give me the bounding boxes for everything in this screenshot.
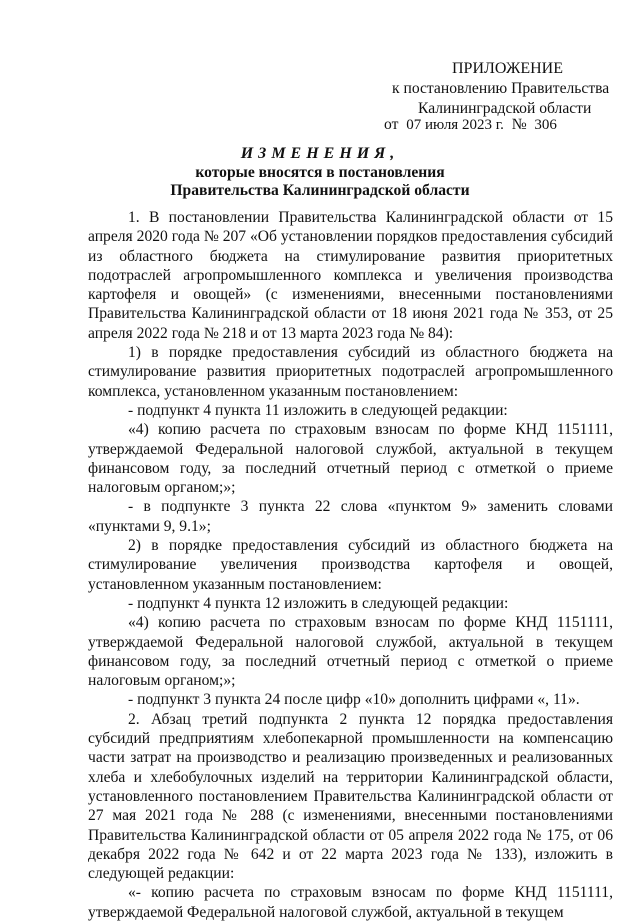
paragraph-1-1-a: - подпункт 4 пункта 11 изложить в следующей редакции:	[128, 401, 508, 419]
paragraph-1-2-a: - подпункт 4 пункта 12 изложить в следующей редакции:	[128, 594, 509, 612]
heading-subtitle-2: Правительства Калининградской области	[170, 182, 470, 199]
paragraph-1-2: 2) в порядке предоставления субсидий из областного бюджета на стимулирование увеличения производства картофеля и овощей, установленном указанным постановлением:	[88, 537, 613, 593]
paragraph-1-2-c: - подпункт 3 пункта 24 после цифр «10» дополнить цифрами «, 11».	[128, 691, 580, 709]
document-body	[88, 208, 613, 922]
appendix-number-label: №	[511, 116, 527, 133]
paragraph-1-1-b: «4) копию расчета по страховым взносам по форме КНД 1151111, утверждаемой Федеральной налоговой службой, актуальной в текущем финансовом году, за последний отчетный период с отметкой о приеме налоговым органом;»;	[88, 421, 613, 497]
heading-subtitle-1: которые вносятся в постановления	[195, 164, 445, 181]
appendix-line-resolution: к постановлению Правительства	[392, 80, 610, 97]
heading-title: ИЗМЕНЕНИЯ,	[240, 145, 400, 162]
appendix-line-region: Калининградской области	[418, 100, 592, 117]
paragraph-1-1: 1) в порядке предоставления субсидий из областного бюджета на стимулирование развития приоритетных подотраслей агропромышленного комплекса, установленном указанным постановлением:	[88, 344, 613, 400]
paragraph-1-2-b: «4) копию расчета по страховым взносам по форме КНД 1151111, утверждаемой Федеральной налоговой службой, актуальной в текущем финансовом году, за последний отчетный период с отметкой о приеме налоговым органом;»;	[88, 614, 613, 690]
document-heading	[0, 144, 640, 200]
appendix-number: 306	[534, 117, 557, 133]
appendix-date-line	[384, 116, 557, 134]
appendix-date-prefix: от	[384, 116, 399, 133]
paragraph-2-quote: «- копию расчета по страховым взносам по форме КНД 1151111, утверждаемой Федеральной налоговой службой, актуальной в текущем	[88, 884, 613, 921]
appendix-date: 07 июля 2023 г.	[406, 117, 504, 133]
appendix-block	[0, 0, 640, 140]
paragraph-2: 2. Абзац третий подпункта 2 пункта 12 порядка предоставления субсидий предприятиям хлебопекарной промышленности на компенсацию части затрат на производство и реализацию произведенных и реализованных хлеба и хлебобулочных изделий на территории Калининградской области, установленного постановлением Правительства Калининградской области от 27 мая 2021 года № 288 (с изменениями, внесенными постановлениями Правительства Калининградской области от 05 апреля 2022 года № 175, от 06 декабря 2022 года № 642 и от 22 марта 2023 года № 133), изложить в следующей редакции:	[88, 710, 613, 883]
appendix-title: ПРИЛОЖЕНИЕ	[452, 60, 564, 77]
paragraph-1: 1. В постановлении Правительства Калининградской области от 15 апреля 2020 года № 207 «Об установлении порядков предоставления субсидий из областного бюджета на стимулирование развития приоритетных подотраслей агропромышленного комплекса и увеличения производства картофеля и овощей» (с изменениями, внесенными постановлениями Правительства Калининградской области от 18 июня 2021 года № 353, от 25 апреля 2022 года № 218 и от 13 марта 2023 года № 84):	[88, 209, 613, 342]
paragraph-1-1-c: - в подпункте 3 пункта 22 слова «пунктом 9» заменить словами «пунктами 9, 9.1»;	[88, 498, 613, 535]
